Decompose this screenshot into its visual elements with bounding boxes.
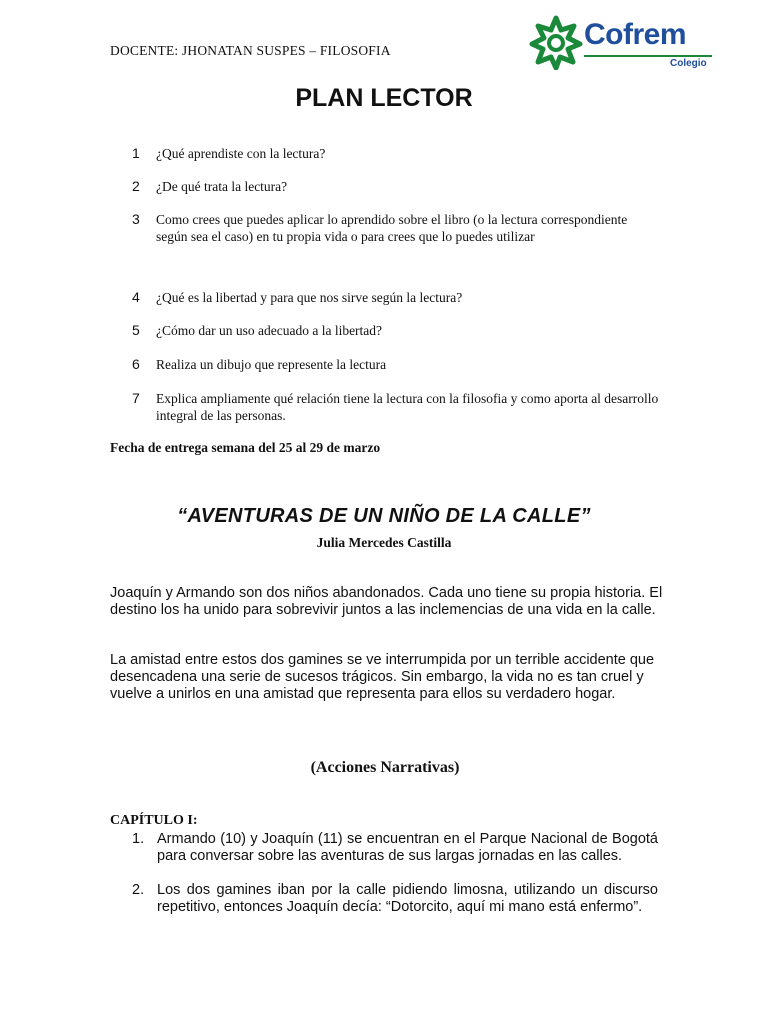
- question-number: 5: [132, 322, 140, 338]
- logo-underline: [584, 55, 712, 57]
- question-text: ¿Qué aprendiste con la lectura?: [156, 146, 326, 161]
- chapter-list-item: [132, 831, 658, 865]
- book-author: Julia Mercedes Castilla: [316, 535, 452, 550]
- chapter-list-item: [132, 882, 658, 916]
- question-text: ¿Qué es la libertad y para que nos sirve según la lectura?: [156, 290, 463, 305]
- book-title: “AVENTURAS DE UN NIÑO DE LA CALLE”: [177, 505, 591, 527]
- section-title: (Acciones Narrativas): [310, 759, 460, 776]
- question-item: [132, 356, 662, 373]
- synopsis-paragraph: La amistad entre estos dos gamines se ve interrumpida por un terrible accidente que desencadena una serie de sucesos trágicos. Sin embargo, la vida no es tan cruel y vuelve a unirlos en una amistad que representa para ellos su verdadero hogar.: [110, 652, 655, 702]
- logo-wordmark: Cofrem: [584, 18, 687, 51]
- chapter-item-number: 2.: [132, 882, 145, 898]
- chapter-title: CAPÍTULO I:: [110, 813, 198, 828]
- logo-subtitle: Colegio: [670, 58, 707, 69]
- question-item: [132, 390, 662, 424]
- question-number: 4: [132, 289, 140, 305]
- question-item: [132, 145, 662, 162]
- synopsis-paragraph: Joaquín y Armando son dos niños abandonados. Cada uno tiene su propia historia. El destino los ha unido para sobrevivir juntos a las inclemencias de una vida en la calle.: [110, 585, 663, 618]
- question-text: Realiza un dibujo que represente la lectura: [156, 357, 387, 372]
- teacher-header: DOCENTE: JHONATAN SUSPES – FILOSOFIA: [110, 43, 391, 58]
- chapter-item-number: 1.: [132, 831, 145, 847]
- chapter-item-text: Armando (10) y Joaquín (11) se encuentran en el Parque Nacional de Bogotá para conversar sobre las aventuras de sus largas jornadas en las calles.: [157, 831, 658, 864]
- question-item: [132, 211, 662, 245]
- chapter-item-text: Los dos gamines iban por la calle pidiendo limosna, utilizando un discurso repetitivo, entonces Joaquín decía: “Dotorcito, aquí mi mano está enfermo”.: [157, 882, 658, 915]
- cofrem-star-icon: [528, 14, 584, 70]
- question-number: 7: [132, 390, 140, 406]
- question-item: [132, 178, 662, 195]
- question-text: Explica ampliamente qué relación tiene la lectura con la filosofia y como aporta al desarrollo integral de las personas.: [156, 391, 659, 423]
- question-text: ¿De qué trata la lectura?: [156, 179, 288, 194]
- question-number: 6: [132, 356, 140, 372]
- question-item: [132, 322, 662, 339]
- cofrem-logo: [528, 12, 718, 72]
- question-text: ¿Cómo dar un uso adecuado a la libertad?: [156, 323, 383, 338]
- question-number: 1: [132, 145, 140, 161]
- question-text: Como crees que puedes aplicar lo aprendido sobre el libro (o la lectura correspondiente según sea el caso) en tu propia vida o para crees que lo puedes utilizar: [156, 212, 628, 244]
- due-date: Fecha de entrega semana del 25 al 29 de marzo: [110, 440, 381, 455]
- question-number: 2: [132, 178, 140, 194]
- question-number: 3: [132, 211, 140, 227]
- question-item: [132, 289, 662, 306]
- page-title: PLAN LECTOR: [295, 84, 473, 112]
